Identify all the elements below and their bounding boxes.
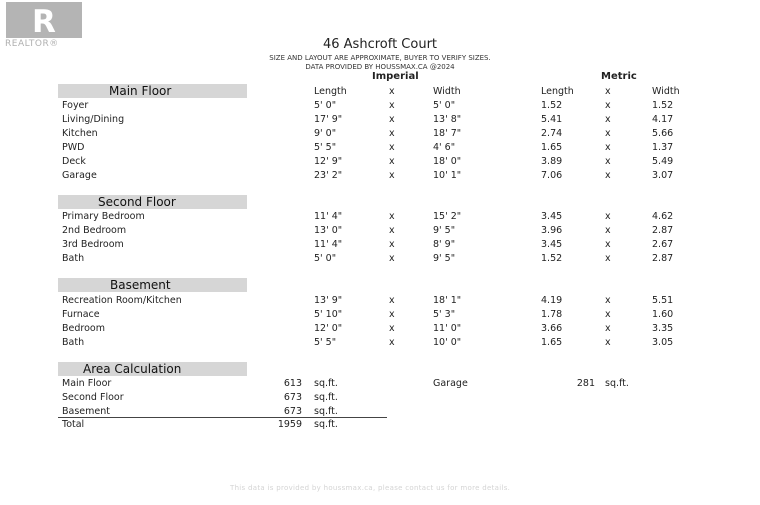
imperial-width: 5' 0" [433, 100, 456, 111]
metric-length: 7.06 [541, 170, 563, 181]
column-header-row [0, 86, 760, 100]
imperial-length: 11' 4" [314, 211, 343, 222]
total-label: Total [62, 419, 85, 430]
imperial-width: 13' 8" [433, 114, 462, 125]
section-title-basement: Basement [110, 278, 171, 292]
metric-length: 1.52 [541, 100, 563, 111]
realtor-logo-letter: R [32, 4, 56, 40]
col-x: x [389, 86, 395, 97]
times-sign: x [389, 114, 395, 125]
times-sign: x [389, 239, 395, 250]
imperial-length: 17' 9" [314, 114, 343, 125]
col-x-metric: x [605, 86, 611, 97]
room-name: Primary Bedroom [62, 211, 145, 222]
page-title: 46 Ashcroft Court [322, 37, 438, 52]
metric-heading: Metric [601, 71, 637, 82]
metric-length: 4.19 [541, 295, 563, 306]
room-row [0, 309, 760, 323]
times-sign: x [389, 100, 395, 111]
imperial-length: 13' 9" [314, 295, 343, 306]
area-unit: sq.ft. [314, 378, 338, 389]
room-name: Furnace [62, 309, 100, 320]
room-row [0, 142, 760, 156]
metric-width: 2.87 [652, 253, 674, 264]
col-width-metric: Width [652, 86, 680, 97]
times-sign: x [389, 142, 395, 153]
metric-width: 5.66 [652, 128, 674, 139]
data-source-note: DATA PROVIDED BY HOUSSMAX.CA @2024 [305, 63, 455, 71]
metric-length: 2.74 [541, 128, 563, 139]
times-sign: x [605, 100, 611, 111]
metric-length: 1.52 [541, 253, 563, 264]
room-name: Garage [62, 170, 97, 181]
times-sign: x [605, 253, 611, 264]
imperial-length: 5' 0" [314, 253, 337, 264]
metric-width: 2.87 [652, 225, 674, 236]
area-row [0, 378, 760, 392]
metric-length: 1.78 [541, 309, 563, 320]
metric-length: 3.66 [541, 323, 563, 334]
times-sign: x [605, 142, 611, 153]
garage-value: 281 [576, 378, 595, 389]
times-sign: x [389, 253, 395, 264]
imperial-length: 5' 10" [314, 309, 343, 320]
times-sign: x [605, 309, 611, 320]
metric-length: 3.89 [541, 156, 563, 167]
imperial-length: 13' 0" [314, 225, 343, 236]
col-width: Width [433, 86, 461, 97]
room-row [0, 295, 760, 309]
col-length-metric: Length [541, 86, 574, 97]
room-row [0, 211, 760, 225]
times-sign: x [389, 211, 395, 222]
room-name: Recreation Room/Kitchen [62, 295, 182, 306]
room-row [0, 114, 760, 128]
area-name: Basement [62, 406, 110, 417]
imperial-length: 12' 9" [314, 156, 343, 167]
realtor-logo-word: REALTOR® [5, 39, 59, 49]
room-row [0, 253, 760, 267]
times-sign: x [389, 295, 395, 306]
imperial-width: 10' 1" [433, 170, 462, 181]
garage-name: Garage [433, 378, 468, 389]
imperial-length: 5' 5" [314, 337, 337, 348]
room-name: Bath [62, 253, 85, 264]
area-value: 673 [283, 406, 302, 417]
area-total-row [0, 419, 760, 433]
metric-width: 5.51 [652, 295, 674, 306]
area-unit: sq.ft. [314, 406, 338, 417]
imperial-length: 9' 0" [314, 128, 337, 139]
times-sign: x [605, 337, 611, 348]
times-sign: x [389, 323, 395, 334]
area-row [0, 392, 760, 406]
total-divider [58, 417, 387, 418]
room-name: Foyer [62, 100, 89, 111]
room-row [0, 170, 760, 184]
area-unit: sq.ft. [314, 392, 338, 403]
metric-length: 1.65 [541, 337, 563, 348]
imperial-length: 5' 0" [314, 100, 337, 111]
times-sign: x [605, 295, 611, 306]
imperial-width: 8' 9" [433, 239, 456, 250]
metric-width: 5.49 [652, 156, 674, 167]
area-value: 613 [283, 378, 302, 389]
imperial-length: 12' 0" [314, 323, 343, 334]
metric-width: 1.52 [652, 100, 674, 111]
imperial-width: 18' 0" [433, 156, 462, 167]
room-row [0, 128, 760, 142]
room-row [0, 323, 760, 337]
metric-width: 2.67 [652, 239, 674, 250]
times-sign: x [389, 337, 395, 348]
metric-width: 3.07 [652, 170, 674, 181]
imperial-length: 5' 5" [314, 142, 337, 153]
times-sign: x [605, 114, 611, 125]
metric-width: 1.37 [652, 142, 674, 153]
times-sign: x [389, 156, 395, 167]
imperial-length: 23' 2" [314, 170, 343, 181]
total-value: 1959 [277, 419, 302, 430]
metric-width: 4.17 [652, 114, 674, 125]
metric-width: 1.60 [652, 309, 674, 320]
room-row [0, 337, 760, 351]
metric-length: 3.45 [541, 239, 563, 250]
area-value: 673 [283, 392, 302, 403]
room-row [0, 239, 760, 253]
room-name: Bath [62, 337, 85, 348]
area-name: Main Floor [62, 378, 112, 389]
times-sign: x [605, 211, 611, 222]
imperial-width: 18' 1" [433, 295, 462, 306]
room-name: 2nd Bedroom [62, 225, 127, 236]
imperial-width: 15' 2" [433, 211, 462, 222]
watermark-text: This data is provided by houssmax.ca, please contact us for more details. [230, 484, 511, 492]
room-name: Living/Dining [62, 114, 125, 125]
metric-length: 5.41 [541, 114, 563, 125]
imperial-heading: Imperial [372, 71, 419, 82]
times-sign: x [605, 128, 611, 139]
times-sign: x [605, 323, 611, 334]
room-row [0, 156, 760, 170]
room-row [0, 100, 760, 114]
room-name: Kitchen [62, 128, 98, 139]
metric-length: 3.45 [541, 211, 563, 222]
imperial-width: 18' 7" [433, 128, 462, 139]
times-sign: x [605, 170, 611, 181]
times-sign: x [389, 225, 395, 236]
times-sign: x [605, 156, 611, 167]
metric-width: 3.05 [652, 337, 674, 348]
section-title-area: Area Calculation [83, 362, 182, 376]
imperial-width: 9' 5" [433, 225, 456, 236]
col-length: Length [314, 86, 347, 97]
times-sign: x [389, 170, 395, 181]
room-name: Bedroom [62, 323, 105, 334]
room-name: Deck [62, 156, 86, 167]
times-sign: x [389, 309, 395, 320]
imperial-length: 11' 4" [314, 239, 343, 250]
metric-length: 3.96 [541, 225, 563, 236]
times-sign: x [605, 239, 611, 250]
imperial-width: 4' 6" [433, 142, 456, 153]
imperial-width: 10' 0" [433, 337, 462, 348]
section-title-second-floor: Second Floor [98, 195, 176, 209]
room-row [0, 225, 760, 239]
realtor-logo-mark [6, 2, 82, 38]
metric-length: 1.65 [541, 142, 563, 153]
imperial-width: 11' 0" [433, 323, 462, 334]
metric-width: 3.35 [652, 323, 674, 334]
imperial-width: 5' 3" [433, 309, 456, 320]
disclaimer-note: SIZE AND LAYOUT ARE APPROXIMATE, BUYER TO VERIFY SIZES. [269, 54, 491, 62]
metric-width: 4.62 [652, 211, 674, 222]
area-name: Second Floor [62, 392, 124, 403]
total-unit: sq.ft. [314, 419, 338, 430]
garage-unit: sq.ft. [605, 378, 629, 389]
room-name: 3rd Bedroom [62, 239, 124, 250]
times-sign: x [605, 225, 611, 236]
section-title-main-floor: Main Floor [109, 84, 172, 98]
imperial-width: 9' 5" [433, 253, 456, 264]
times-sign: x [389, 128, 395, 139]
room-name: PWD [62, 142, 85, 153]
